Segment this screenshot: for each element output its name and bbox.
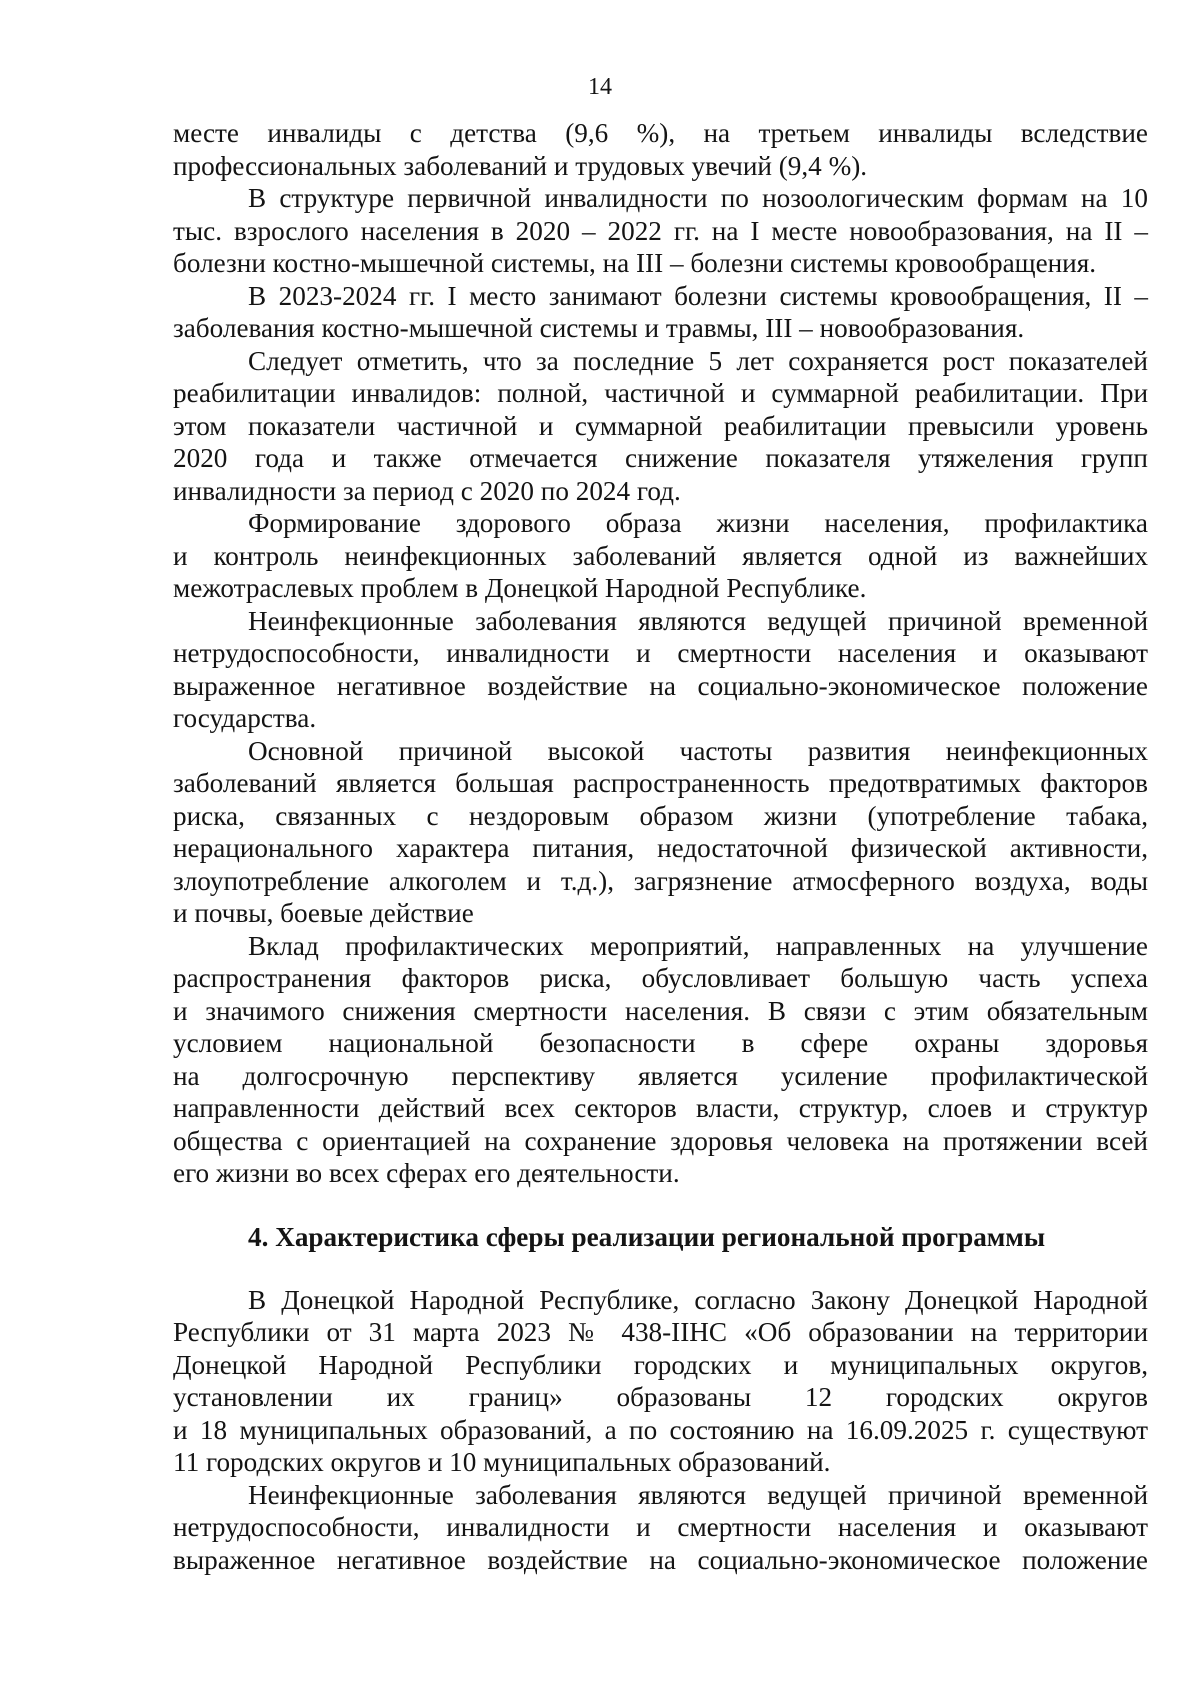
text-line: условием национальной безопасности в сфере охраны здоровья <box>173 1028 1148 1058</box>
text-line: заболевания костно-мышечной системы и травмы, III – новообразования. <box>173 313 1025 343</box>
text-line: риска, связанных с нездоровым образом жизни (употребление табака, <box>173 800 1148 831</box>
text-line: Неинфекционные заболевания являются ведущей причиной временной <box>248 605 1148 636</box>
text-line: 11 городских округов и 10 муниципальных образований. <box>173 1447 831 1477</box>
text-line: В Донецкой Народной Республике, согласно Закону Донецкой Народной <box>248 1284 1148 1315</box>
text-line: на долгосрочную перспективу является усиление профилактической <box>173 1060 1148 1091</box>
paragraph <box>173 1479 1148 1577</box>
text-line: государства. <box>173 703 317 733</box>
text-line: месте инвалиды с детства (9,6 %), на третьем инвалиды вследствие <box>173 118 1148 148</box>
paragraph <box>173 930 1148 1190</box>
text-line: нетрудоспособности, инвалидности и смертности населения и оказывают <box>173 638 1148 668</box>
text-line: профессиональных заболеваний и трудовых увечий (9,4 %). <box>173 150 868 181</box>
paragraph <box>173 280 1148 345</box>
text-line: выраженное негативное воздействие на социально-экономическое положение <box>173 670 1148 701</box>
text-line: нерационального характера питания, недостаточной физической активности, <box>173 833 1148 863</box>
text-line: В 2023-2024 гг. I место занимают болезни системы кровообращения, II – <box>248 280 1148 311</box>
text-line: и 18 муниципальных образований, а по состоянию на 16.09.2025 г. существуют <box>173 1414 1148 1445</box>
paragraph <box>173 117 1148 182</box>
text-line: этом показатели частичной и суммарной реабилитации превысили уровень <box>173 410 1148 441</box>
paragraphs-before-heading <box>173 117 1148 1190</box>
text-line: болезни костно-мышечной системы, на III – болезни системы кровообращения. <box>173 248 1097 278</box>
text-line: реабилитации инвалидов: полной, частичной и суммарной реабилитации. При <box>173 378 1148 408</box>
paragraph <box>173 345 1148 508</box>
text-line: Формирование здорового образа жизни населения, профилактика <box>248 508 1148 538</box>
paragraphs-after-heading <box>173 1284 1148 1577</box>
text-line: установлении их границ» образованы 12 городских округов <box>173 1382 1148 1412</box>
text-line: Неинфекционные заболевания являются ведущей причиной временной <box>248 1479 1148 1510</box>
paragraph <box>173 605 1148 735</box>
section-heading: 4. Характеристика сферы реализации региональной программы <box>248 1221 1046 1252</box>
text-line: В структуре первичной инвалидности по нозоологическим формам на 10 <box>248 183 1148 213</box>
paragraph <box>173 1284 1148 1479</box>
text-line: общества с ориентацией на сохранение здоровья человека на протяжении всей <box>173 1125 1148 1156</box>
text-line: Республики от 31 марта 2023 № 438-IIНС «Об образовании на территории <box>173 1317 1148 1347</box>
text-line: и почвы, боевые действие <box>173 898 474 928</box>
text-line: его жизни во всех сферах его деятельности. <box>173 1158 680 1188</box>
text-line: и значимого снижения смертности населения. В связи с этим обязательным <box>173 995 1148 1026</box>
text-line: Основной причиной высокой частоты развития неинфекционных <box>248 735 1148 766</box>
document-body <box>173 117 1148 1576</box>
text-line: Следует отметить, что за последние 5 лет сохраняется рост показателей <box>248 345 1148 376</box>
text-line: выраженное негативное воздействие на социально-экономическое положение <box>173 1544 1148 1575</box>
paragraph <box>173 735 1148 930</box>
text-line: распространения факторов риска, обусловливает большую часть успеха <box>173 963 1148 993</box>
text-line: инвалидности за период с 2020 по 2024 год. <box>173 475 681 506</box>
text-line: и контроль неинфекционных заболеваний является одной из важнейших <box>173 540 1148 571</box>
text-line: 2020 года и также отмечается снижение показателя утяжеления групп <box>173 443 1148 473</box>
text-line: нетрудоспособности, инвалидности и смертности населения и оказывают <box>173 1512 1148 1542</box>
text-line: тыс. взрослого населения в 2020 – 2022 гг. на I месте новообразования, на II – <box>173 215 1148 246</box>
text-line: Вклад профилактических мероприятий, направленных на улучшение <box>248 930 1148 961</box>
text-line: межотраслевых проблем в Донецкой Народной Республике. <box>173 573 867 603</box>
text-line: заболеваний является большая распространенность предотвратимых факторов <box>173 768 1148 798</box>
text-line: направленности действий всех секторов власти, структур, слоев и структур <box>173 1093 1148 1123</box>
page-number: 14 <box>588 74 612 100</box>
text-line: злоупотребление алкоголем и т.д.), загрязнение атмосферного воздуха, воды <box>173 865 1148 896</box>
paragraph <box>173 507 1148 605</box>
paragraph <box>173 182 1148 280</box>
text-line: Донецкой Народной Республики городских и муниципальных округов, <box>173 1349 1148 1380</box>
